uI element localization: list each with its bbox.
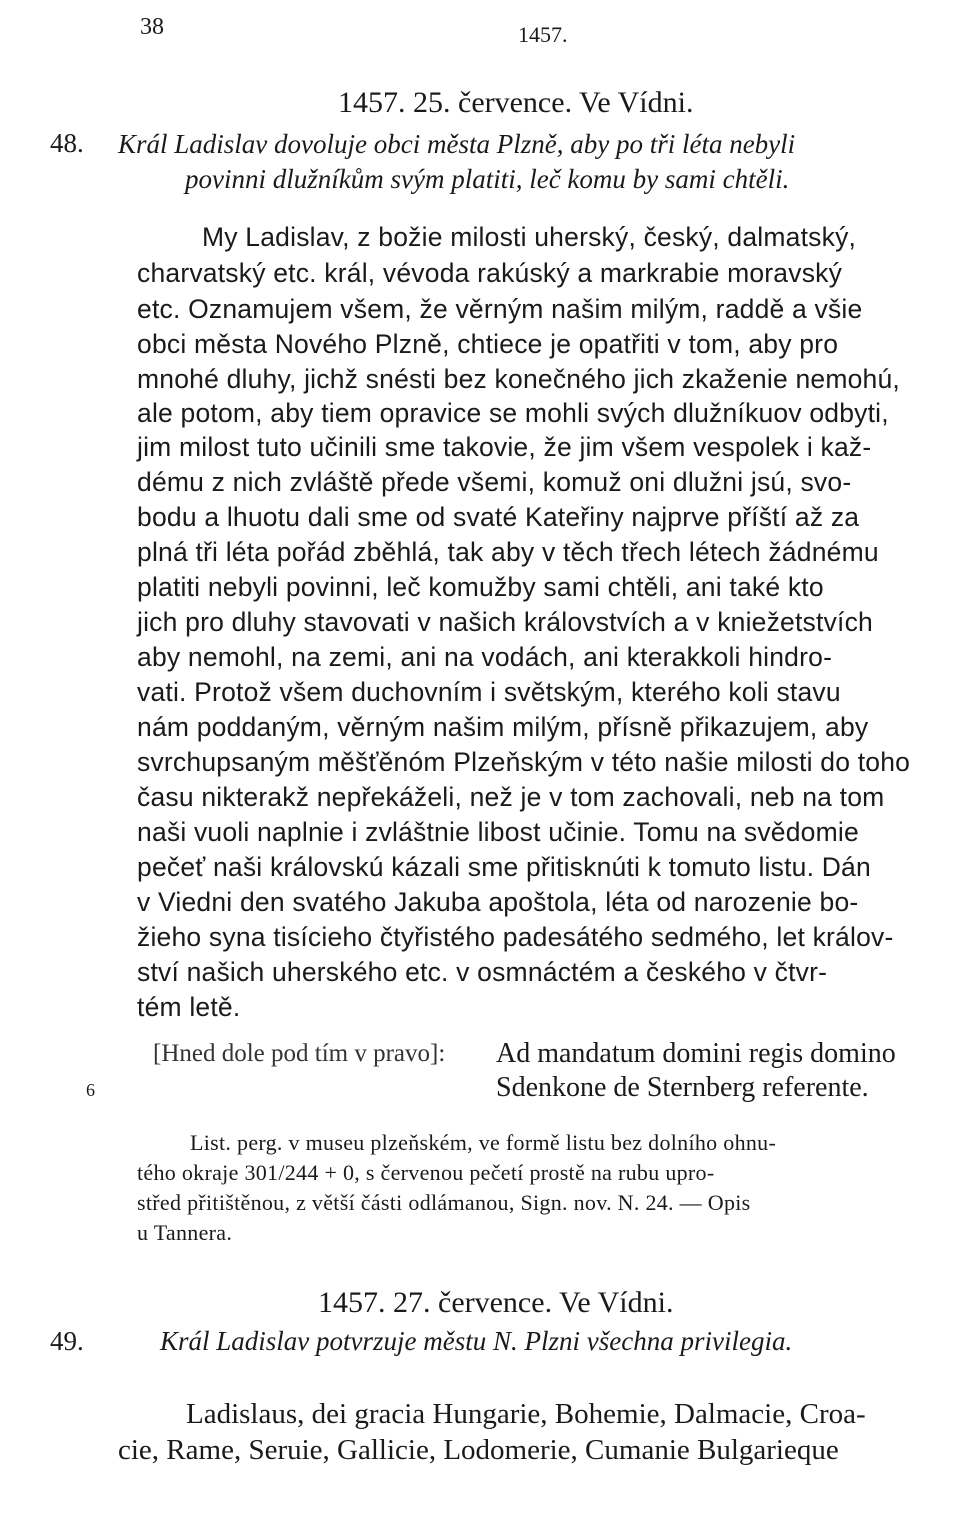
doc49-summary: Král Ladislav potvrzuje městu N. Plzni všechna privilegia. — [160, 1326, 793, 1356]
doc48-body-line: plná tři léta pořád zběhlá, tak aby v těch třech létech žádnému — [137, 537, 879, 567]
doc48-body-line: platiti nebyli povinni, leč komužby sami chtěli, ani také kto — [137, 572, 824, 602]
doc48-body-line: jim milost tuto učinili sme takovie, že jim všem vespolek i kaž- — [137, 432, 872, 462]
page-number: 38 — [140, 14, 164, 40]
doc48-body-line: aby nemohl, na zemi, ani na vodách, ani kterakkoli hindro- — [137, 642, 833, 672]
doc48-body-line: tém letě. — [137, 992, 241, 1022]
running-header-year: 1457. — [518, 22, 568, 47]
doc48-date-line: 1457. 25. července. Ve Vídni. — [338, 86, 694, 119]
doc49-body-line: cie, Rame, Seruie, Gallicie, Lodomerie, Cumanie Bulgarieque — [118, 1434, 839, 1466]
doc49-body-line: Ladislaus, dei gracia Hungarie, Bohemie, Dalmacie, Croa- — [186, 1398, 866, 1430]
doc48-body-line: naši vuoli naplnie i zvláštnie libost učinie. Tomu na svědomie — [137, 817, 859, 847]
doc48-body-line: svrchupsaným měšťěnóm Plzeňským v této našie milosti do toho — [137, 747, 911, 777]
doc48-body-line: bodu a lhuotu dali sme od svaté Kateřiny najprve příští až za — [137, 502, 860, 532]
doc48-body-line: žieho syna tisícieho čtyřistého padesátého sedmého, let králov- — [137, 922, 894, 952]
doc48-body-line: pečeť naši královskú kázali sme přitisknúti k tomuto listu. Dán — [137, 852, 871, 882]
doc49-number: 49. — [50, 1326, 84, 1356]
doc48-number: 48. — [50, 128, 84, 158]
doc48-body-line: jich pro dluhy stavovati v našich královstvích a v kniežetstvích — [137, 607, 873, 637]
endorsement-line-1: Ad mandatum domini regis domino — [496, 1038, 896, 1069]
doc48-body-line: ale potom, aby tiem opravice se mohli svých dlužníkuov odbyti, — [137, 398, 889, 428]
doc48-body-line: etc. Oznamujem všem, že věrným našim milým, raddě a všie — [137, 294, 863, 324]
doc48-summary-line-1: Král Ladislav dovoluje obci města Plzně, aby po tři léta nebyli — [118, 129, 796, 159]
doc48-body-line: ství našich uherského etc. v osmnáctém a českého v čtvr- — [137, 957, 828, 987]
endorsement-line-2: Sdenkone de Sternberg referente. — [496, 1072, 869, 1103]
source-note-line: střed přitištěnou, z větší části odlámanou, Sign. nov. N. 24. — Opis — [137, 1190, 751, 1215]
source-note-line: List. perg. v museu plzeňském, ve formě listu bez dolního ohnu- — [190, 1130, 777, 1155]
source-note-line: tého okraje 301/244 + 0, s červenou pečetí prostě na rubu upro- — [137, 1160, 715, 1185]
doc48-body-line: dému z nich zvláště přede všemi, komuž oni dlužni jsú, svo- — [137, 467, 852, 497]
doc48-body-line: nám poddaným, věrným našim milým, přísně přikazujem, aby — [137, 712, 869, 742]
doc48-body-line: obci města Nového Plzně, chtiece je opatřiti v tom, aby pro — [137, 329, 839, 359]
doc48-body-line: času nikterakž nepřekáželi, než je v tom zachovali, neb na tom — [137, 782, 885, 812]
endorsement-location-note: [Hned dole pod tím v pravo]: — [153, 1040, 446, 1067]
doc48-body-line: vati. Protož všem duchovním i světským, kterého koli stavu — [137, 677, 841, 707]
source-note-line: u Tannera. — [137, 1220, 233, 1245]
doc48-body-line: charvatský etc. král, vévoda rakúský a markrabie moravský — [137, 258, 843, 288]
doc49-date-line: 1457. 27. července. Ve Vídni. — [318, 1286, 674, 1319]
doc48-body-line: v Viedni den svatého Jakuba apoštola, léta od narozenie bo- — [137, 887, 859, 917]
margin-mark: 6 — [86, 1080, 95, 1100]
doc48-summary-line-2: povinni dlužníkům svým platiti, leč komu by sami chtěli. — [185, 164, 790, 194]
doc48-body-line: My Ladislav, z božie milosti uherský, český, dalmatský, — [202, 222, 857, 252]
doc48-body-line: mnohé dluhy, jichž snésti bez konečného jich zkaženie nemohú, — [137, 364, 900, 394]
